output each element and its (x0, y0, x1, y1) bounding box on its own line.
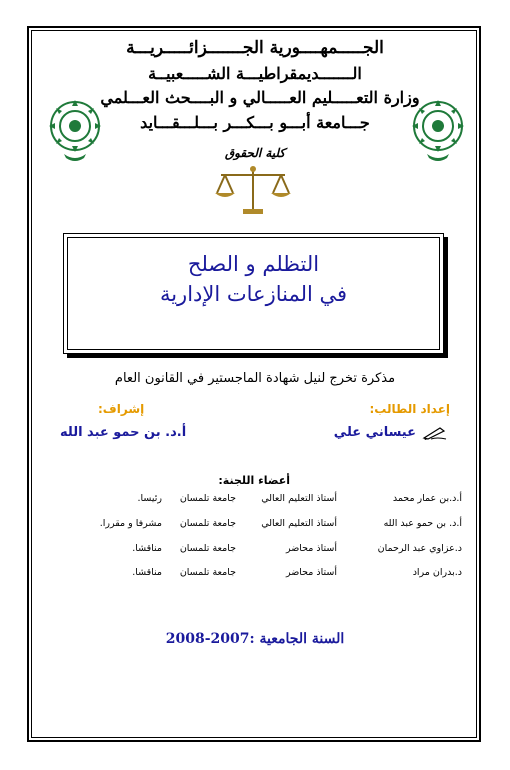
student-block (334, 425, 448, 440)
thesis-note: مذكرة تخرج لنيل شهادة الماجستير في القانون العام (114, 371, 396, 386)
jury-row (40, 493, 462, 509)
jury-member-name: أ.د. بن حمو عبد الله (383, 518, 462, 529)
jury-row (40, 543, 462, 559)
header-line-3: وزارة التعـــــليم العـــــالي و البــــحث العـــلمي (100, 88, 420, 107)
jury-member-role: مناقشا. (132, 567, 162, 578)
jury-member-university: جامعة تلمسان (179, 567, 236, 578)
header-line-2: الـــــــديمقراطيـــة الشـــــعبيــة (148, 64, 362, 83)
supervisor-name: أ.د. بن حمو عبد الله (60, 425, 187, 440)
supervisor-label: إشراف: (98, 402, 145, 416)
jury-member-rank: أستاذ محاضر (285, 567, 337, 578)
scales-of-justice-icon (213, 165, 293, 217)
header-line-1: الجـــــمهــــورية الجـــــــزائـــــريـــة (126, 38, 384, 58)
jury-member-rank: أستاذ التعليم العالي (261, 493, 337, 504)
jury-member-name: د.بدران مراد (412, 567, 462, 578)
jury-member-university: جامعة تلمسان (179, 493, 236, 504)
jury-member-role: مشرفا و مقررا. (99, 518, 162, 529)
student-name: عيساني علي (333, 425, 416, 440)
jury-member-rank: أستاذ التعليم العالي (261, 518, 337, 529)
header-line-4: جـــامعة أبـــو بـــكـــر بـــلـــقـــايد (140, 113, 370, 132)
thesis-title-line-2: في المنازعات الإدارية (159, 282, 348, 306)
jury-member-university: جامعة تلمسان (179, 543, 236, 554)
jury-member-rank: أستاذ محاضر (285, 543, 337, 554)
jury-member-role: رئيسا. (137, 493, 162, 504)
jury-member-name: أ.د.بن عمار محمد (392, 493, 462, 504)
jury-member-role: مناقشا. (132, 543, 162, 554)
jury-title: أعضاء اللجنة: (218, 474, 290, 487)
jury-row (40, 567, 462, 583)
faculty-name: كلية الحقوق (224, 146, 286, 160)
thesis-title-line-1: التظلم و الصلح (187, 252, 320, 276)
jury-member-university: جامعة تلمسان (179, 518, 236, 529)
pen-icon (422, 426, 448, 440)
jury-member-name: د.عزاوي عبد الرحمان (377, 543, 462, 554)
jury-row (40, 518, 462, 534)
academic-year: السنة الجامعية :2007-2008 (165, 631, 345, 647)
student-label: إعداد الطالب: (369, 402, 450, 416)
